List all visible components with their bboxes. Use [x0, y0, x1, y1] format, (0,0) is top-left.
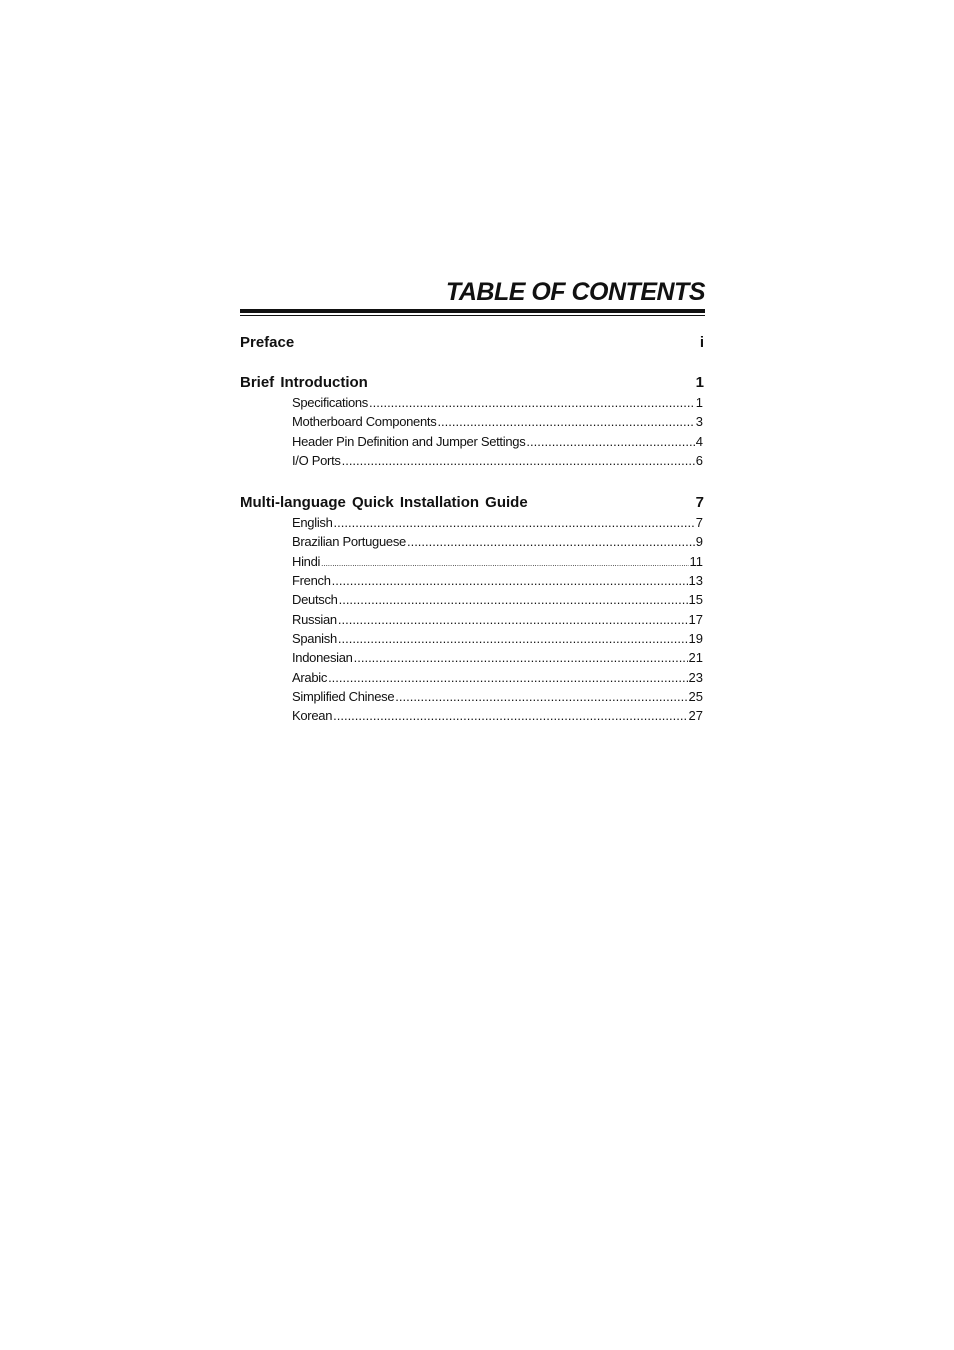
toc-item-hindi[interactable] [292, 552, 703, 571]
item-page: 3 [695, 414, 703, 430]
item-label: Deutsch [292, 592, 338, 608]
item-page: 1 [695, 395, 703, 410]
toc-item-spanish[interactable] [292, 629, 703, 648]
item-page: 19 [688, 630, 703, 646]
item-page: 15 [688, 592, 703, 608]
item-label: Header Pin Definition and Jumper Settings [292, 433, 526, 449]
section-page: 7 [695, 494, 704, 512]
item-label: Korean [292, 708, 333, 724]
table-of-contents [240, 276, 705, 725]
item-page: 21 [688, 650, 703, 666]
section-label: Brief Introduction [240, 374, 368, 391]
section-page: i [699, 334, 704, 351]
section-label: Preface [240, 334, 295, 351]
toc-section-brief-introduction[interactable] [240, 373, 705, 393]
item-page: 9 [695, 534, 703, 550]
item-label: French [292, 573, 331, 589]
item-label: Specifications [292, 395, 369, 410]
item-label: Russian [292, 611, 337, 627]
item-page: 4 [695, 433, 703, 449]
toc-item-korean[interactable] [292, 706, 703, 725]
toc-item-simplified-chinese[interactable] [292, 687, 703, 706]
item-label: Brazilian Portuguese [292, 534, 406, 550]
item-label: Motherboard Components [292, 414, 437, 430]
toc-items-brief-introduction [292, 393, 703, 470]
item-label: I/O Ports [292, 452, 341, 468]
item-label: Indonesian [292, 650, 353, 666]
toc-section-multi-language-guide[interactable] [240, 493, 705, 513]
item-page: 7 [695, 515, 703, 531]
toc-item-arabic[interactable] [292, 668, 703, 687]
toc-item-brazilian-portuguese[interactable] [292, 532, 703, 551]
item-label: Arabic [292, 669, 328, 685]
section-label: Multi-language Quick Installation Guide [240, 494, 528, 512]
toc-items-multi-language-guide [292, 513, 703, 725]
toc-item-indonesian[interactable] [292, 648, 703, 667]
item-page: 13 [688, 573, 703, 589]
toc-item-russian[interactable] [292, 610, 703, 629]
toc-item-io-ports[interactable] [292, 451, 703, 470]
item-label: English [292, 515, 333, 531]
toc-item-header-pin-definition[interactable] [292, 432, 703, 451]
toc-item-specifications[interactable] [292, 393, 703, 412]
toc-item-english[interactable] [292, 513, 703, 532]
toc-item-motherboard-components[interactable] [292, 412, 703, 431]
toc-item-deutsch[interactable] [292, 590, 703, 609]
item-page: 25 [688, 688, 703, 704]
item-page: 23 [688, 669, 703, 685]
item-page: 6 [695, 452, 703, 468]
item-page: 17 [688, 611, 703, 627]
section-page: 1 [695, 374, 704, 391]
item-page: 11 [689, 553, 703, 569]
item-label: Simplified Chinese [292, 688, 395, 704]
toc-section-preface[interactable] [240, 333, 705, 353]
item-page: 27 [688, 708, 703, 724]
page-title: TABLE OF CONTENTS [445, 278, 705, 306]
item-label: Spanish [292, 630, 337, 646]
toc-item-french[interactable] [292, 571, 703, 590]
item-label: Hindi [292, 553, 321, 569]
